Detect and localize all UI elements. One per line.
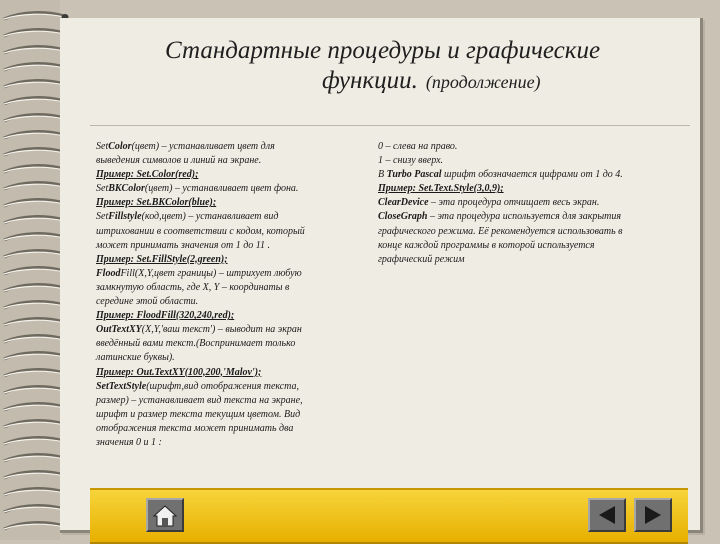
- title-line-2-text: функции.: [322, 67, 418, 94]
- text-segment: выведения символов и линий на экране.: [96, 155, 262, 167]
- title-line-1: Стандартные процедуры и графические: [165, 37, 601, 64]
- text-line: [96, 394, 354, 408]
- right-arrow-icon: [636, 500, 670, 530]
- text-segment: штриховании в соответствии с кодом, который: [96, 225, 305, 237]
- text-segment: В: [378, 169, 387, 181]
- text-line: [96, 225, 354, 239]
- text-line: [378, 253, 696, 267]
- example-code: Пример: Out.TextXY(100,200,'Malov');: [96, 366, 262, 378]
- text-segment: Set: [96, 183, 109, 195]
- text-line: [96, 281, 354, 295]
- text-segment: (код,цвет) – устанавливает вид: [141, 211, 279, 223]
- example-code: Пример: Set.Text.Style(3,0,9);: [378, 183, 504, 195]
- next-slide-button[interactable]: [634, 498, 672, 532]
- text-line: [96, 337, 354, 351]
- text-segment: середине этой области.: [96, 296, 199, 308]
- text-segment: (X,Y,'ваш текст') – выводит на экран: [141, 324, 302, 336]
- text-segment: отображения текста может принимать два: [96, 422, 294, 434]
- text-segment: размер) – устанавливает вид текста на экране,: [96, 394, 303, 406]
- text-line: [96, 239, 354, 253]
- example-code: Пример: Set.Color(red);: [96, 169, 199, 181]
- text-segment: (шрифт,вид отображения текста,: [146, 380, 299, 392]
- left-arrow-icon: [590, 500, 624, 530]
- procedure-name: OutTextXY: [96, 324, 142, 336]
- text-line: [378, 210, 696, 224]
- example-code: Пример: FloodFill(320,240,red);: [96, 310, 235, 322]
- title-subtitle: (продолжение): [425, 72, 541, 92]
- text-line: [96, 351, 354, 365]
- example-code: Пример: Set.FillStyle(2,green);: [96, 253, 228, 265]
- text-line: [96, 267, 354, 281]
- text-line: [96, 196, 354, 210]
- text-line: [378, 168, 696, 182]
- text-line: [378, 140, 696, 154]
- page: [60, 18, 703, 533]
- text-segment: – эта процедура используется для закрытия: [427, 211, 622, 223]
- home-icon: [148, 500, 182, 530]
- navigation-bar: [90, 488, 688, 544]
- text-segment: графического режима. Её рекомендуется использовать в: [378, 225, 623, 237]
- text-line: [96, 210, 354, 224]
- text-line: [96, 182, 354, 196]
- text-line: [96, 422, 354, 436]
- text-line: [96, 366, 354, 380]
- text-segment: 1 – снизу вверх.: [378, 155, 444, 167]
- divider: [90, 125, 690, 126]
- procedure-name: SetTextStyle: [96, 380, 147, 392]
- text-segment: шрифт и размер текста текущим цветом. Вид: [96, 408, 301, 420]
- spiral-binding: [0, 0, 60, 540]
- text-line: [96, 309, 354, 323]
- text-segment: Set: [96, 211, 109, 223]
- text-line: [378, 225, 696, 239]
- left-text-column: [96, 140, 354, 450]
- text-segment: может принимать значения от 1 до 11 .: [96, 239, 271, 251]
- text-segment: замкнутую область, где X, Y – координаты в: [96, 281, 290, 293]
- previous-slide-button[interactable]: [588, 498, 626, 532]
- text-line: [96, 380, 354, 394]
- procedure-name: ClearDevice: [378, 197, 429, 209]
- procedure-name: CloseGraph: [378, 211, 428, 223]
- text-line: [378, 182, 696, 196]
- home-button[interactable]: [146, 498, 184, 532]
- text-segment: графический режим: [378, 253, 465, 265]
- text-segment: введённый вами текст.(Воспринимает только: [96, 338, 296, 350]
- text-line: [96, 436, 354, 450]
- right-text-column: [378, 140, 696, 267]
- text-segment: латинские буквы).: [96, 352, 175, 364]
- text-line: [378, 154, 696, 168]
- text-line: [96, 168, 354, 182]
- text-segment: 0 – слева на право.: [378, 141, 458, 152]
- text-segment: значения 0 и 1 :: [96, 436, 162, 448]
- text-segment: – эта процедура отчищает весь экран.: [428, 197, 600, 209]
- procedure-name: Fillstyle: [108, 211, 142, 223]
- procedure-name: Turbo Pascal: [386, 169, 442, 181]
- procedure-name: BKColor: [108, 183, 145, 195]
- text-segment: шрифт обозначается цифрами от 1 до 4.: [441, 169, 623, 181]
- text-segment: конце каждой программы в которой используется: [378, 239, 595, 251]
- text-segment: (цвет) – устанавливает цвет для: [131, 141, 275, 152]
- text-line: [378, 239, 696, 253]
- text-segment: (цвет) – устанавливает цвет фона.: [144, 183, 299, 195]
- example-code: Пример: Set.BKColor(blue);: [96, 197, 217, 209]
- text-segment: Fill(X,Y,цвет границы) – штрихует любую: [120, 267, 302, 279]
- procedure-name: Color: [108, 141, 132, 152]
- text-line: [378, 196, 696, 210]
- text-line: [96, 140, 354, 154]
- text-line: [96, 408, 354, 422]
- procedure-name: Flood: [96, 267, 121, 279]
- text-line: [96, 323, 354, 337]
- text-line: [96, 154, 354, 168]
- title-line-2: [322, 66, 541, 97]
- text-segment: Set: [96, 141, 109, 152]
- text-line: [96, 295, 354, 309]
- text-line: [96, 253, 354, 267]
